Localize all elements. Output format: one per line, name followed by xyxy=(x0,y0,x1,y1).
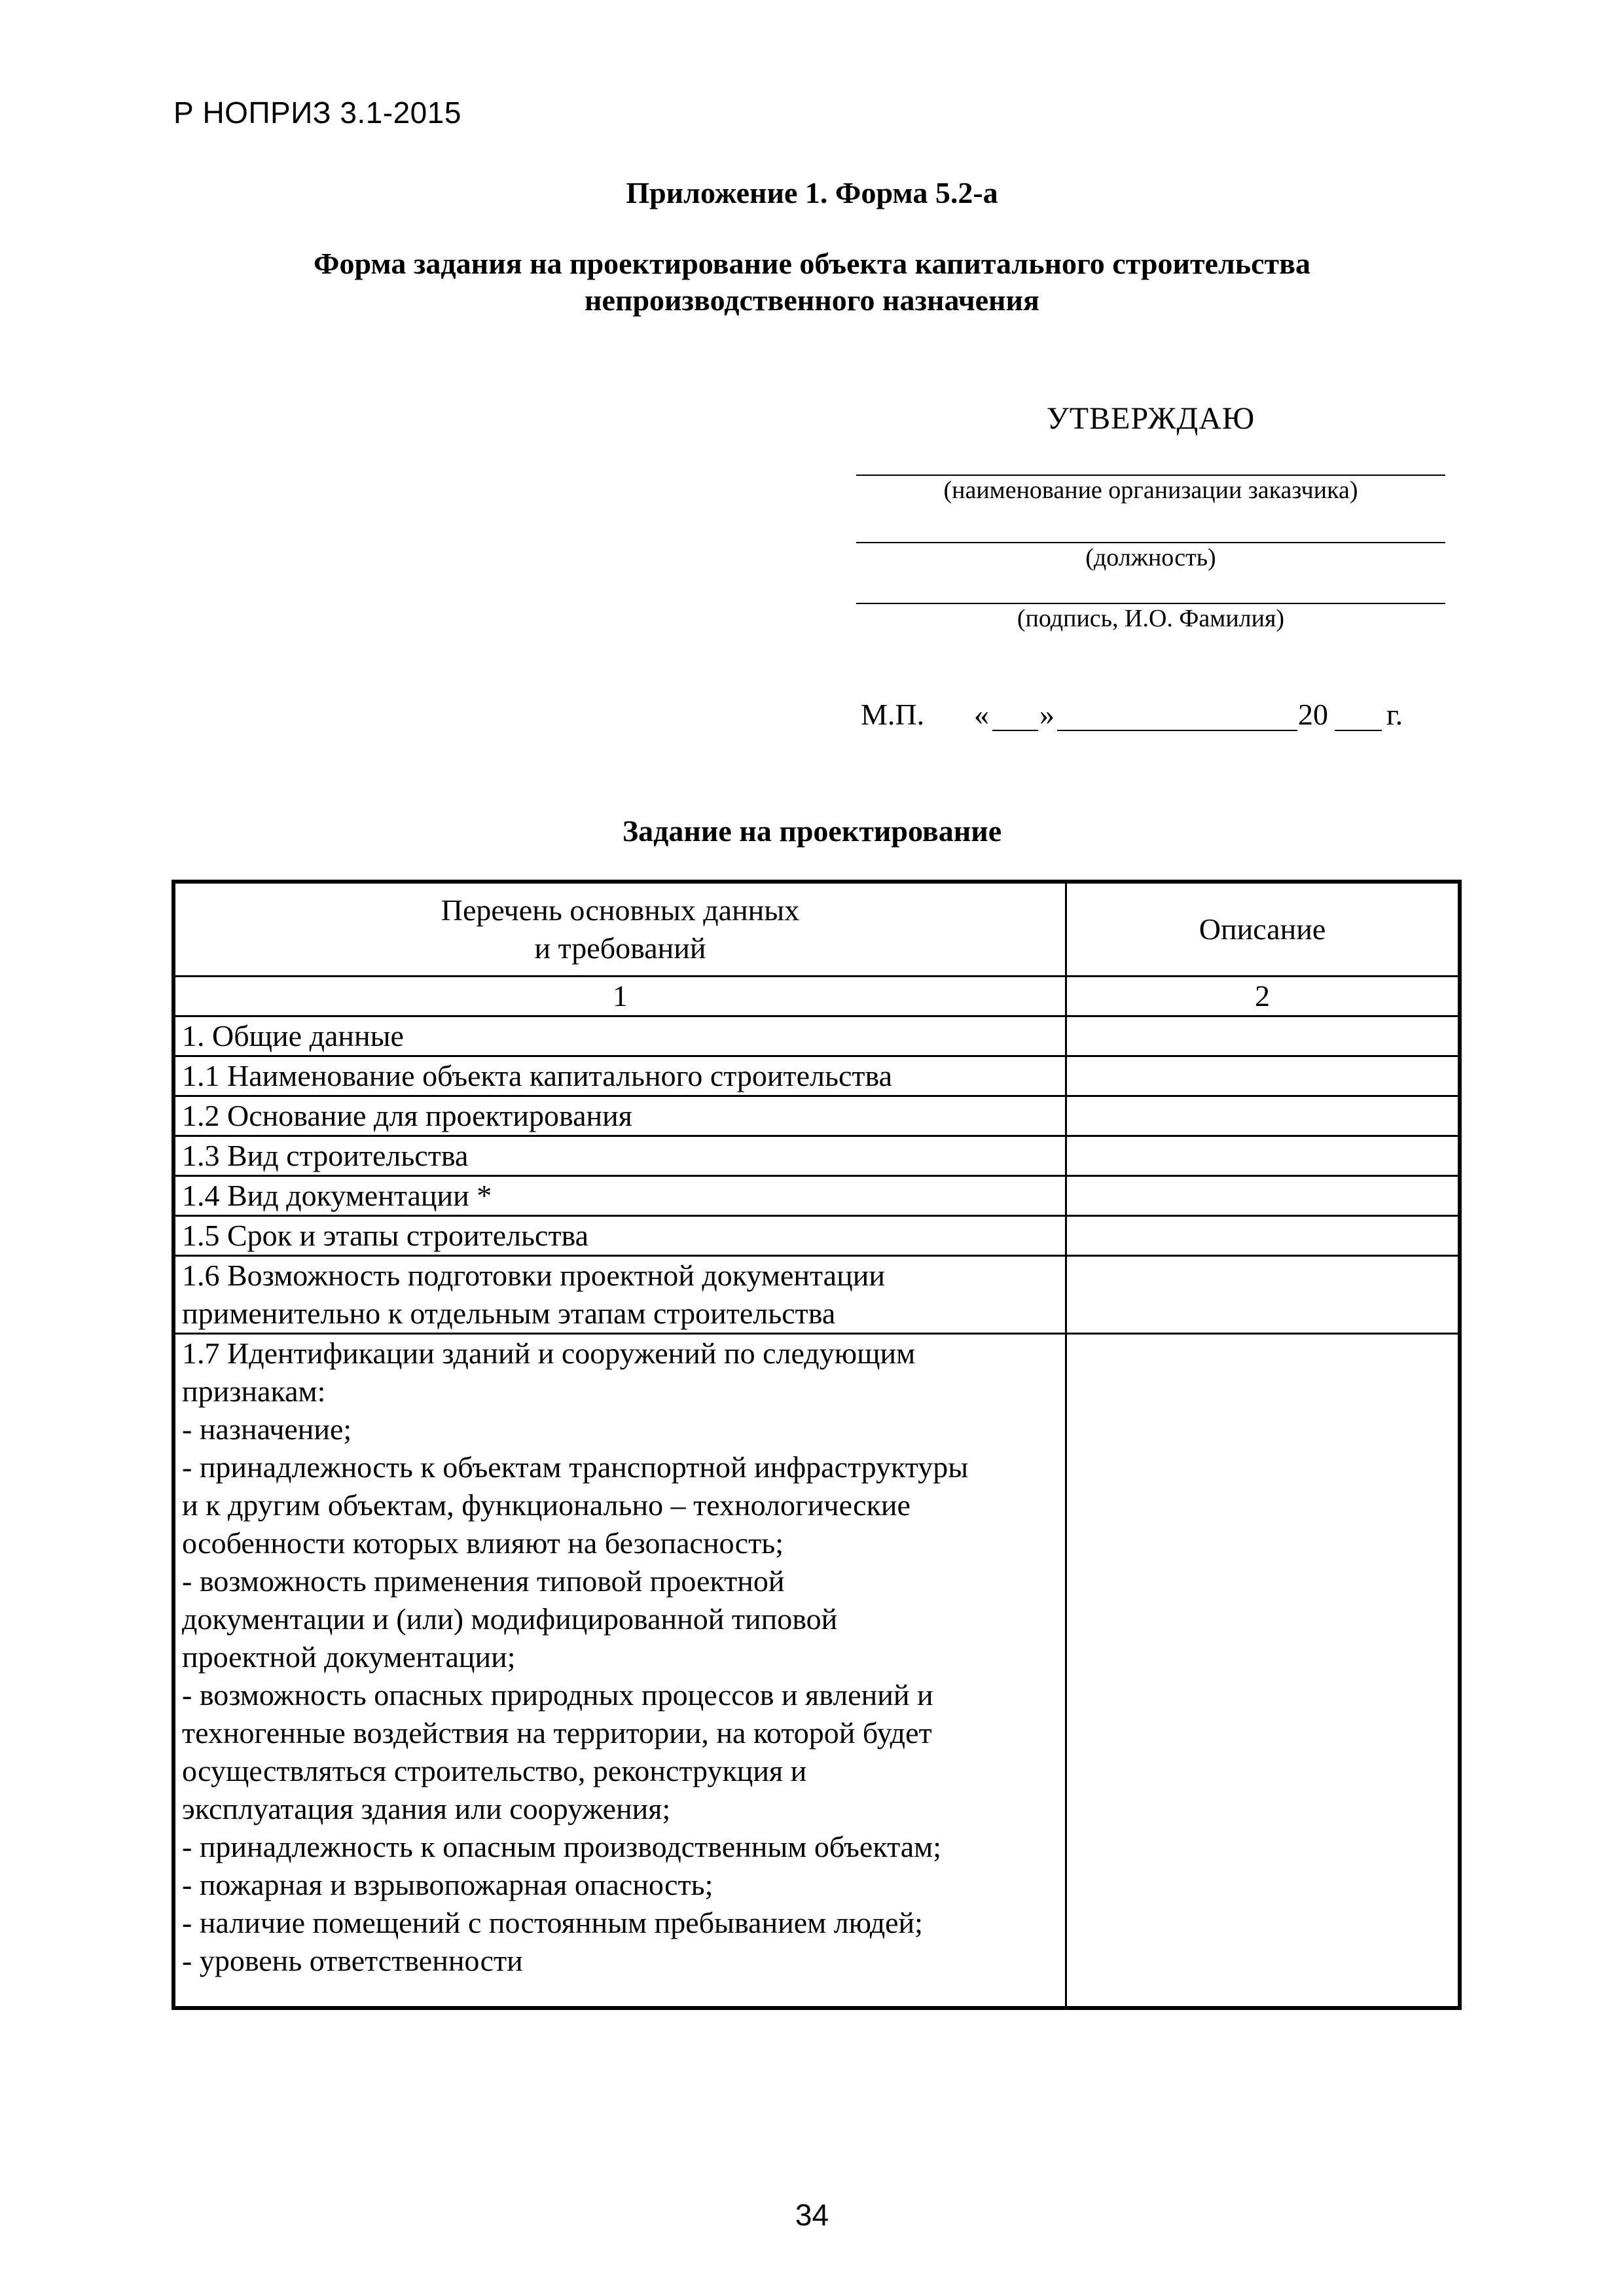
requirement-line: 1.7 Идентификации зданий и сооружений по следующим xyxy=(182,1336,916,1370)
requirement-cell xyxy=(175,1256,1066,1334)
task-title: Задание на проектирование xyxy=(622,814,1002,848)
form-title-line-1: Форма задания на проектирование объекта капитального строительства xyxy=(314,247,1310,280)
approval-block xyxy=(856,401,1445,633)
requirement-line: признакам: xyxy=(182,1374,326,1408)
requirement-cell: 1.2 Основание для проектирования xyxy=(175,1096,1066,1136)
description-cell xyxy=(1066,1216,1459,1256)
requirement-line: - возможность опасных природных процессов и явлений и xyxy=(182,1678,933,1712)
header-requirements-line-2: и требований xyxy=(534,931,706,965)
requirement-cell xyxy=(175,1334,1066,2007)
requirement-line: документации и (или) модифицированной типовой xyxy=(182,1602,838,1636)
header-requirements-line-1: Перечень основных данных xyxy=(441,893,800,927)
description-cell xyxy=(1066,1136,1459,1176)
table-row xyxy=(175,1096,1459,1136)
column-number-2: 2 xyxy=(1066,977,1459,1016)
header-requirements xyxy=(175,883,1066,977)
table-number-row xyxy=(175,977,1459,1016)
requirement-line: осуществляться строительство, реконструкция и xyxy=(182,1754,807,1787)
page-number: 34 xyxy=(795,2198,829,2232)
table-header-row xyxy=(175,883,1459,977)
signature-caption: (подпись, И.О. Фамилия) xyxy=(1017,605,1285,632)
table-row xyxy=(175,1016,1459,1056)
requirement-cell: 1.3 Вид строительства xyxy=(175,1136,1066,1176)
requirement-line: - принадлежность к объектам транспортной инфраструктуры xyxy=(182,1450,969,1484)
year-suffix: г. xyxy=(1386,698,1403,731)
requirement-line: техногенные воздействия на территории, на которой будет xyxy=(182,1716,932,1749)
appendix-title: Приложение 1. Форма 5.2-а xyxy=(626,176,998,209)
requirement-line: - принадлежность к опасным производственным объектам; xyxy=(182,1830,942,1863)
form-title-line-2: непроизводственного назначения xyxy=(585,283,1039,317)
requirement-line: особенности которых влияют на безопасность; xyxy=(182,1526,784,1560)
year-prefix: 20 xyxy=(1298,698,1328,731)
header-description: Описание xyxy=(1066,883,1459,977)
quote-open: « xyxy=(974,698,989,731)
requirement-line: 1.6 Возможность подготовки проектной документации xyxy=(182,1259,885,1292)
column-number-1: 1 xyxy=(175,977,1066,1016)
requirement-cell: 1.5 Срок и этапы строительства xyxy=(175,1216,1066,1256)
table-row xyxy=(175,1056,1459,1096)
description-cell xyxy=(1066,1016,1459,1056)
org-name-caption: (наименование организации заказчика) xyxy=(943,476,1358,504)
requirement-line: применительно к отдельным этапам строительства xyxy=(182,1297,836,1330)
day-blank xyxy=(992,730,1038,731)
requirement-cell: 1.1 Наименование объекта капитального строительства xyxy=(175,1056,1066,1096)
requirement-cell: 1. Общие данные xyxy=(175,1016,1066,1056)
quote-close: » xyxy=(1039,698,1055,731)
requirement-line: - уровень ответственности xyxy=(182,1944,523,1977)
form-title xyxy=(0,245,1624,319)
year-blank xyxy=(1335,730,1382,731)
table-row xyxy=(175,1136,1459,1176)
requirement-line: - пожарная и взрывопожарная опасность; xyxy=(182,1868,713,1901)
month-blank xyxy=(1057,730,1297,731)
requirement-cell: 1.4 Вид документации * xyxy=(175,1176,1066,1216)
requirement-line: - назначение; xyxy=(182,1412,352,1446)
table-row xyxy=(175,1256,1459,1334)
description-cell xyxy=(1066,1056,1459,1096)
stamp-label: М.П. xyxy=(861,698,925,731)
description-cell xyxy=(1066,1334,1459,2007)
position-caption: (должность) xyxy=(1085,544,1216,571)
description-cell xyxy=(1066,1176,1459,1216)
requirements-table xyxy=(173,882,1460,2008)
requirement-line: проектной документации; xyxy=(182,1640,516,1674)
requirement-line: эксплуатация здания или сооружения; xyxy=(182,1792,671,1825)
table-row xyxy=(175,1216,1459,1256)
table-row xyxy=(175,1334,1459,2007)
stamp-date-row xyxy=(861,697,1463,736)
document-code: Р НОПРИЗ 3.1-2015 xyxy=(173,96,461,130)
requirement-line: и к другим объектам, функционально – технологические xyxy=(182,1488,911,1522)
requirement-line: - возможность применения типовой проектной xyxy=(182,1564,785,1598)
description-cell xyxy=(1066,1096,1459,1136)
requirement-line: - наличие помещений с постоянным пребыванием людей; xyxy=(182,1906,923,1939)
table-row xyxy=(175,1176,1459,1216)
approval-title: УТВЕРЖДАЮ xyxy=(1046,401,1255,436)
description-cell xyxy=(1066,1256,1459,1334)
